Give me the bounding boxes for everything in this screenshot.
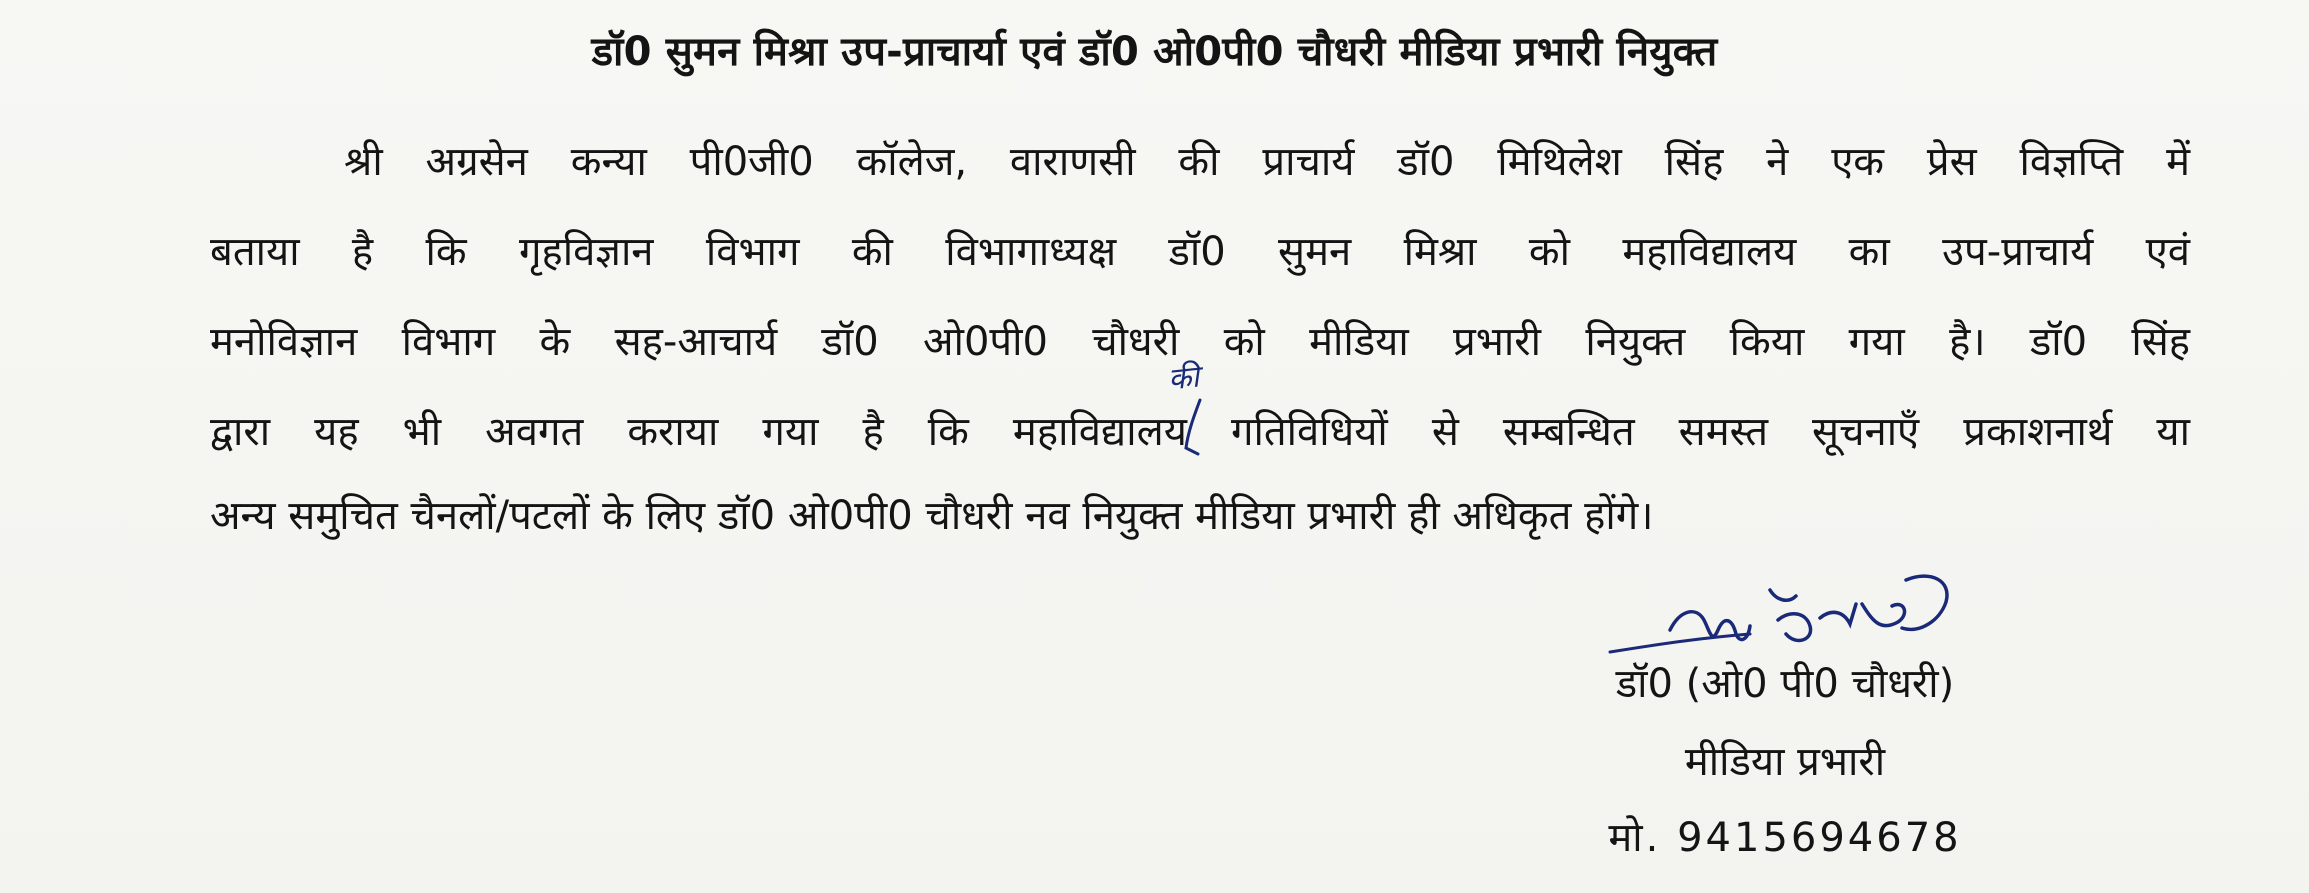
insertion-caret-mark <box>1180 396 1206 462</box>
signatory-designation: मीडिया प्रभारी <box>1684 739 1886 785</box>
handwritten-insertion: की <box>1166 359 1201 398</box>
paragraph-line: अन्य समुचित चैनलों/पटलों के लिए डॉ0 ओ0पी0 चौधरी नव नियुक्त मीडिया प्रभारी ही अधिकृत होंगे। <box>210 493 1654 539</box>
paragraph-line: द्वारा यह भी अवगत कराया गया है कि महाविद्यालय गतिविधियों से सम्बन्धित समस्त सूचनाएँ प्रकाशनार्थ या <box>210 409 2190 455</box>
paragraph-line: मनोविज्ञान विभाग के सह-आचार्य डॉ0 ओ0पी0 चौधरी को मीडिया प्रभारी नियुक्त किया गया है। डॉ0 सिंह <box>210 319 2190 365</box>
signatory-name: डॉ0 (ओ0 पी0 चौधरी) <box>1615 661 1955 707</box>
document-title: डॉ0 सुमन मिश्रा उप-प्राचार्या एवं डॉ0 ओ0पी0 चौधरी मीडिया प्रभारी नियुक्त <box>591 29 1718 75</box>
paragraph-line: श्री अग्रसेन कन्या पी0जी0 कॉलेज, वाराणसी की प्राचार्य डॉ0 मिथिलेश सिंह ने एक प्रेस विज्ञप्ति में <box>344 139 2190 185</box>
paragraph-line: बताया है कि गृहविज्ञान विभाग की विभागाध्यक्ष डॉ0 सुमन मिश्रा को महाविद्यालय का उप-प्राचार्य एवं <box>210 229 2190 275</box>
signatory-phone: मो. 9415694678 <box>1608 815 1962 861</box>
